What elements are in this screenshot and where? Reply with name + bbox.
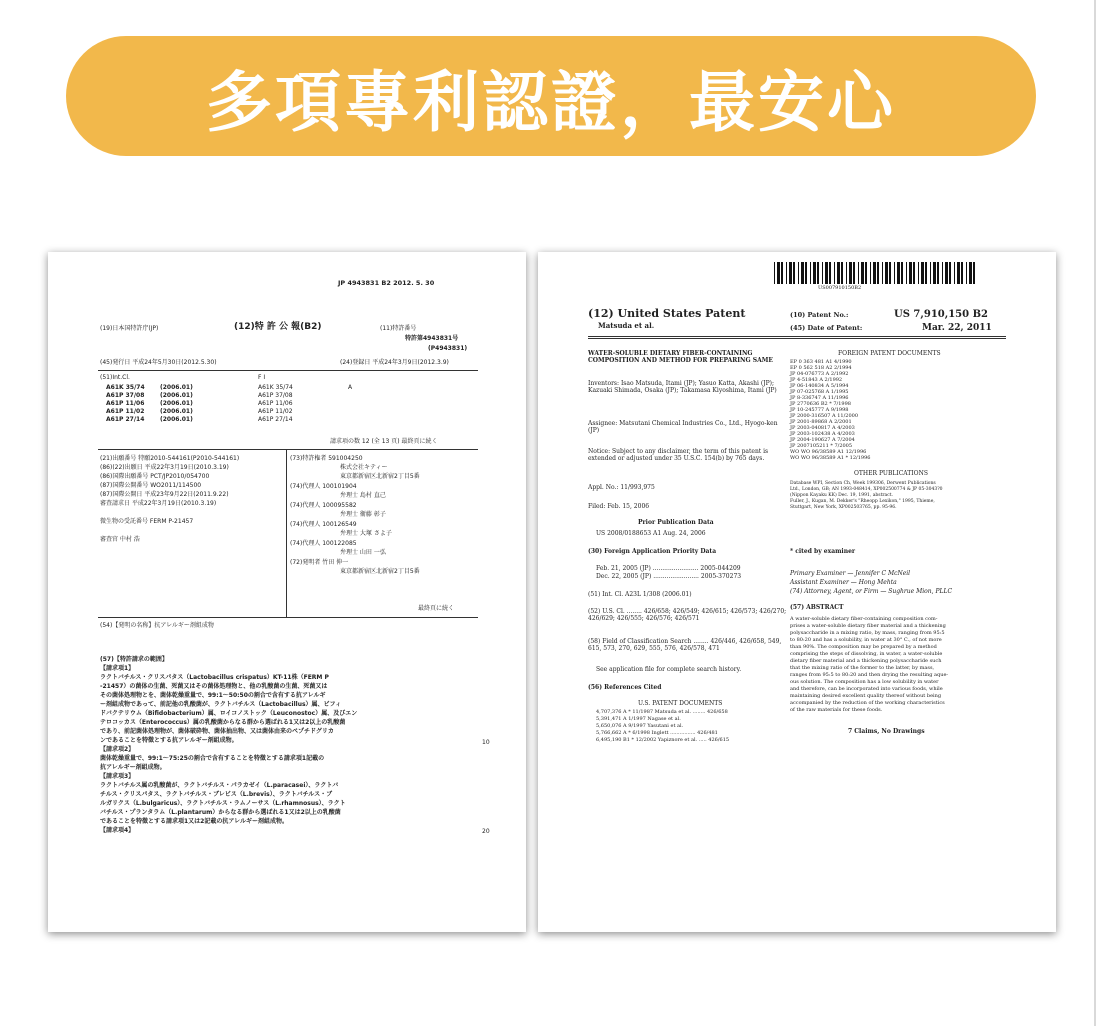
jp-margin-20: 20 xyxy=(482,828,490,835)
us-foreign-doc: WO WO 96/38589 A1 * 12/1996 xyxy=(790,455,871,461)
jp-continued: 最終頁に続く xyxy=(418,605,455,612)
us-barcode-text: US007910150B2 xyxy=(818,285,862,291)
barcode-bar xyxy=(861,262,864,284)
us-other-pub: Fuller, J., Kugan, M. Dekker's "Rheopp Lexikon," 1995, Thieme, xyxy=(790,499,935,504)
us-foreign-doc: JP 07-025768 A 1/1995 xyxy=(790,389,849,395)
us-rule-2 xyxy=(588,338,1006,339)
barcode-bar xyxy=(942,262,943,284)
us-prior-pub: US 2008/0188653 A1 Aug. 24, 2006 xyxy=(596,530,706,537)
jp-issue-date: (45)発行日 平成24年5月30日(2012.5.30) xyxy=(100,359,217,366)
barcode-bar xyxy=(918,262,919,284)
us-field: Inventors: Isao Matsuda, Itami (JP); Yasuo Katta, Akashi (JP); Kazuaki Shimada, Osaka (JP); Takamasa Kiyoshima, Itami (JP) xyxy=(588,380,777,394)
jp-right-field: 株式会社キティー xyxy=(340,464,388,471)
jp-ipc-ver: (2006.01) xyxy=(160,416,193,423)
barcode-bar xyxy=(805,262,807,284)
jp-rule-1 xyxy=(98,370,478,371)
barcode-bar xyxy=(810,262,811,284)
jp-claim-line: 抗アレルギー剤組成物。 xyxy=(100,764,166,771)
us-abstract-line: dietary fiber material and a thickening polysaccharide such xyxy=(790,658,942,664)
us-foreign-doc: JP 2003-102438 A 4/2003 xyxy=(790,431,855,437)
jp-claims-count: 請求項の数 12 (全 13 頁) 最終頁に続く xyxy=(330,438,438,445)
us-examiner-line: Primary Examiner — Jennifer C McNeil xyxy=(790,570,911,577)
jp-claim-line: 【請求項4】 xyxy=(100,827,135,834)
us-ref-row: 6,495,190 B1 * 12/2002 Yapiznore et al. ..... 426/615 xyxy=(596,737,730,743)
jp-claim-line: 【請求項2】 xyxy=(100,746,135,753)
us-field: Appl. No.: 11/993,975 xyxy=(588,484,655,491)
us-foreign-docs-heading: FOREIGN PATENT DOCUMENTS xyxy=(838,350,941,357)
jp-office: (19)日本国特許庁(JP) xyxy=(100,325,159,332)
jp-patent-no-label: (11)特許番号 xyxy=(380,325,417,332)
us-foreign-doc: JP 2007105211 * 7/2005 xyxy=(790,443,853,449)
jp-right-field: (73)特許権者 591004250 xyxy=(290,455,363,462)
us-foreign-doc: JP 2001-89868 A 2/2001 xyxy=(790,419,852,425)
us-abstract-line: that the mixing ratio of the former to the latter, by mass, xyxy=(790,665,935,671)
jp-ipc-code: A61P 27/14 xyxy=(106,416,145,423)
jp-ipc-fi: A61P 37/08 xyxy=(258,392,293,399)
barcode-bar xyxy=(945,262,948,284)
jp-claims-heading: (57)【特許請求の範囲】 xyxy=(100,656,168,663)
jp-patent-no: 特許第4943831号 xyxy=(405,335,459,342)
us-ref-row: 5,650,076 A 9/1997 Yasutani et al. xyxy=(596,723,684,729)
jp-claim-line: ドバクテリウム（Bifidobacterium）属、ロイコノストック（Leuconostoc）属、及びエン xyxy=(100,710,358,717)
jp-claim-line: テロコッカス（Enterococcus）属の乳酸菌からなる群から選ばれる1又は2以上の乳酸菌 xyxy=(100,719,346,726)
barcode-bar xyxy=(849,262,852,284)
barcode-bar xyxy=(909,262,912,284)
us-foreign-doc: JP 10-245777 A 9/1998 xyxy=(790,407,849,413)
barcode-bar xyxy=(858,262,859,284)
jp-right-field: (74)代理人 100122085 xyxy=(290,540,357,547)
barcode-bar xyxy=(837,262,840,284)
jp-ipc-fi: A61P 11/02 xyxy=(258,408,293,415)
us-ref-row: 5,766,662 A * 6/1998 Inglett ................ 426/481 xyxy=(596,730,718,736)
jp-claim-line: であることを特徴とする請求項1又は2記載の抗アレルギー剤組成物。 xyxy=(100,818,288,825)
barcode-bar xyxy=(853,262,855,284)
jp-ipc-code: A61P 37/08 xyxy=(106,392,145,399)
barcode-bar xyxy=(933,262,936,284)
us-patent-no: US 7,910,150 B2 xyxy=(894,309,988,320)
barcode-bar xyxy=(841,262,843,284)
barcode-bar xyxy=(781,262,783,284)
jp-claim-line: その菌体処理物とを、菌体乾燥重量で、99:1〜50:50の割合で含有する抗アレルギ xyxy=(100,692,326,699)
jp-doc-kind: (12)特 許 公 報(B2) xyxy=(234,322,322,332)
barcode-bar xyxy=(885,262,888,284)
us-other-pub: (Nippon Kayaku KK) Dec. 19, 1991, abstract. xyxy=(790,493,893,498)
jp-ipc-ver: (2006.01) xyxy=(160,392,193,399)
jp-ipc-code: A61P 11/06 xyxy=(106,400,145,407)
barcode-bar xyxy=(786,262,787,284)
us-other-pubs-heading: OTHER PUBLICATIONS xyxy=(854,470,928,477)
us-patent-no-label: (10) Patent No.: xyxy=(790,311,849,319)
jp-left-field: (87)国際公開日 平成23年9月22日(2011.9.22) xyxy=(100,491,229,498)
right-edge-divider xyxy=(1094,0,1096,1026)
barcode-bar xyxy=(834,262,835,284)
jp-claim-line: ラクトバチルス・クリスパタス（Lactobacillus crispatus）KT-11株（FERM P xyxy=(100,674,329,681)
jp-left-field: (86)国際出願番号 PCT/JP2010/054700 xyxy=(100,473,210,480)
us-prior-pub-heading: Prior Publication Data xyxy=(638,519,714,526)
us-foreign-row: Dec. 22, 2005 (JP) ........................ 2005-370273 xyxy=(596,573,742,580)
title-banner xyxy=(66,36,1036,156)
us-examiner-line: (74) Attorney, Agent, or Firm — Sughrue Mion, PLLC xyxy=(790,588,953,595)
us-field: WATER-SOLUBLE DIETARY FIBER-CONTAINING COMPOSITION AND METHOD FOR PREPARING SAME xyxy=(588,350,773,364)
jp-patent-document xyxy=(48,252,526,932)
barcode-bar xyxy=(798,262,799,284)
barcode-bar xyxy=(954,262,955,284)
barcode-bar xyxy=(870,262,871,284)
barcode-bar xyxy=(777,262,780,284)
jp-right-field: 弁理士 衛藤 彰子 xyxy=(340,511,386,518)
us-abstract-line: than 90%. The composition may be prepared by a method xyxy=(790,644,937,650)
us-abstract-line: polysaccharide in a mixing ratio, by mass, ranging from 95:5 xyxy=(790,630,945,636)
jp-ipc-fi: A61P 11/06 xyxy=(258,400,293,407)
jp-claim-line: 【請求項3】 xyxy=(100,773,135,780)
jp-right-field: 東京都新宿区北新宿2丁目5番 xyxy=(340,473,420,480)
jp-claim-line: 菌体乾燥重量で、99:1〜75:25の割合で含有することを特徴とする請求項1記載の xyxy=(100,755,325,762)
us-abstract-line: and therefore, can be incorporated into various foods, while xyxy=(790,686,943,692)
barcode-bar xyxy=(906,262,907,284)
us-foreign-doc: JP 2770636 B2 * 7/1998 xyxy=(790,401,851,407)
jp-rule-2 xyxy=(98,449,478,450)
us-see-app: See application file for complete search history. xyxy=(596,666,742,673)
barcode-bar xyxy=(813,262,816,284)
us-intcl: (51) Int. Cl. A23L 1/308 (2006.01) xyxy=(588,591,692,598)
us-refs-heading: (56) References Cited xyxy=(588,684,662,691)
barcode-bar xyxy=(930,262,931,284)
jp-title: (54)【発明の名称】抗アレルギー剤組成物 xyxy=(100,622,214,629)
jp-header-number: JP 4943831 B2 2012. 5. 30 xyxy=(338,279,435,287)
jp-right-field: 弁理士 島村 直己 xyxy=(340,492,386,499)
barcode-bar xyxy=(937,262,939,284)
us-foreign-doc: JP 2004-190627 A 7/2004 xyxy=(790,437,855,443)
barcode-bar xyxy=(966,262,967,284)
us-cited-by: * cited by examiner xyxy=(790,548,856,555)
barcode-graphic xyxy=(774,262,980,284)
jp-left-field: (86)(22)出願日 平成22年3月19日(2010.3.19) xyxy=(100,464,229,471)
us-abstract-line: prises a water-soluble dietary fiber material and a thickening xyxy=(790,623,946,629)
barcode-bar xyxy=(957,262,960,284)
us-abstract-line: to 80:20 and has a solubility, in water at 30° C., of not more xyxy=(790,637,942,643)
barcode-bar xyxy=(894,262,895,284)
barcode-bar xyxy=(897,262,900,284)
jp-ipc-header: (51)Int.Cl. xyxy=(100,374,130,381)
us-field: Filed: Feb. 15, 2006 xyxy=(588,503,650,510)
us-other-pub: Ltd., London, GB; AN 1993-048414, XP002500774 & JP 05-3043?0 xyxy=(790,487,943,492)
us-field-search: (58) Field of Classification Search ........ 426/446, 426/658, 549, 615, 573, 270, 629, 555, 576, 426/578, 471 xyxy=(588,638,782,652)
barcode-bar xyxy=(913,262,915,284)
jp-right-field: (74)代理人 100095582 xyxy=(290,502,357,509)
us-foreign-row: Feb. 21, 2005 (JP) ........................ 2005-044209 xyxy=(596,565,741,572)
us-inventor-short: Matsuda et al. xyxy=(598,321,655,330)
us-abstract-line: ranges from 95:5 to 80:20 and then drying the resulting aque- xyxy=(790,672,949,678)
barcode-bar xyxy=(969,262,972,284)
us-patent-date: Mar. 22, 2011 xyxy=(922,323,992,333)
us-claims-footer: 7 Claims, No Drawings xyxy=(848,728,925,735)
us-patent-document xyxy=(538,252,1056,932)
us-abstract-line: A water-soluble dietary fiber-containing composition com- xyxy=(790,616,938,622)
us-abstract-line: accompanied by the reduction of the working characteristics xyxy=(790,700,945,706)
barcode-bar xyxy=(789,262,792,284)
us-field: Notice: Subject to any disclaimer, the term of this patent is extended or adjusted under 35 U.S.C. 154(b) by 765 days. xyxy=(588,448,769,462)
us-foreign-doc: EP 0 363 481 A1 4/1990 xyxy=(790,359,852,365)
us-foreign-doc: JP 04-076773 A 2/1992 xyxy=(790,371,849,377)
us-foreign-doc: JP 06-140834 A 5/1994 xyxy=(790,383,849,389)
barcode-bar xyxy=(774,262,775,284)
barcode-bar xyxy=(949,262,951,284)
jp-column-divider xyxy=(286,449,287,617)
jp-ipc-code: A61K 35/74 xyxy=(106,384,145,391)
jp-right-field: 弁理士 山田 一弘 xyxy=(340,549,386,556)
us-header-title: (12) United States Patent xyxy=(588,307,746,320)
jp-right-field: (74)代理人 100101904 xyxy=(290,483,357,490)
us-other-pub: Database WPI, Section Ch, Week 199306, Derwent Publications xyxy=(790,481,936,486)
jp-claim-line: ルガリクス（L.bulgaricus）、ラクトバチルス・ラムノーサス（L.rhamnosus）、ラクト xyxy=(100,800,346,807)
barcode-bar xyxy=(921,262,924,284)
us-date-label: (45) Date of Patent: xyxy=(790,324,863,332)
jp-rule-3 xyxy=(98,617,478,618)
jp-left-field: (21)出願番号 特願2010-544161(P2010-544161) xyxy=(100,455,240,462)
us-field: Assignee: Matsutani Chemical Industries Co., Ltd., Hyogo-ken (JP) xyxy=(588,420,778,434)
jp-right-field: 弁理士 大塚 さよ子 xyxy=(340,530,392,537)
us-abstract-line: of the raw materials for these foods. xyxy=(790,707,883,713)
us-examiner-line: Assistant Examiner — Hong Mehta xyxy=(790,579,897,586)
jp-claim-line: 【請求項1】 xyxy=(100,665,135,672)
us-foreign-doc: JP 8-336747 A 11/1996 xyxy=(790,395,849,401)
us-abstract-line: maintaining desired excellent quality thereof without being xyxy=(790,693,942,699)
barcode-bar xyxy=(889,262,891,284)
us-foreign-doc: WO WO 96/38589 A1 12/1996 xyxy=(790,449,867,455)
jp-right-field: (72)発明者 竹田 伸一 xyxy=(290,559,349,566)
barcode-bar xyxy=(846,262,847,284)
jp-claim-line: ラクトバチルス属の乳酸菌が、ラクトバチルス・パラカゼイ（L.paracasei）、ラクトバ xyxy=(100,782,339,789)
jp-claim-line: ー剤組成物であって、前記他の乳酸菌が、ラクトバチルス（Lactobacillus）属、ビフィ xyxy=(100,701,342,708)
barcode-bar xyxy=(817,262,819,284)
us-foreign-heading: (30) Foreign Application Priority Data xyxy=(588,548,717,555)
jp-ipc-ver: (2006.01) xyxy=(160,408,193,415)
us-ref-row: 5,391,471 A 1/1997 Nagase et al. xyxy=(596,716,681,722)
jp-ipc-fi: A61K 35/74 xyxy=(258,384,293,391)
jp-left-field: (87)国際公開番号 WO2011/114500 xyxy=(100,482,202,489)
barcode-bar xyxy=(882,262,883,284)
barcode-bar xyxy=(973,262,975,284)
jp-fi-header: F I xyxy=(258,374,266,381)
us-rule-1 xyxy=(588,336,1006,337)
jp-ipc-ver: (2006.01) xyxy=(160,400,193,407)
barcode-bar xyxy=(825,262,828,284)
us-foreign-doc: JP 2003-040817 A 4/2003 xyxy=(790,425,855,431)
us-foreign-doc: EP 0 562 518 A2 2/1994 xyxy=(790,365,852,371)
barcode-bar xyxy=(873,262,876,284)
us-abstract-line: ous solution. The composition has a low solubility in water xyxy=(790,679,939,685)
us-foreign-doc: JP 2000-316507 A 11/2000 xyxy=(790,413,859,419)
us-other-pub: Stuttgart, New York, XP002503765, pp. 95-96. xyxy=(790,505,897,510)
jp-claim-line: -21457）の菌体の生菌、死菌又はその菌体処理物と、他の乳酸菌の生菌、死菌又は xyxy=(100,683,328,690)
jp-patent-no-paren: (P4943831) xyxy=(428,345,468,352)
banner-title: 多項專利認證，最安心 xyxy=(206,63,896,141)
jp-ipc-code: A61P 11/02 xyxy=(106,408,145,415)
jp-deposit: 微生物の受託番号 FERM P-21457 xyxy=(100,518,194,525)
barcode-bar xyxy=(877,262,879,284)
us-abstract-heading: (57) ABSTRACT xyxy=(790,604,844,611)
jp-claim-line: であり、前記菌体処理物が、菌体破砕物、菌体抽出物、又は菌体由来のペプチドグリカ xyxy=(100,728,334,735)
barcode-bar xyxy=(822,262,823,284)
us-uscl: (52) U.S. Cl. ........ 426/658; 426/549; 426/615; 426/573; 426/270; 426/629; 426/555; 426/576; 426/571 xyxy=(588,608,787,622)
jp-right-field: (74)代理人 100126549 xyxy=(290,521,357,528)
barcode-bar xyxy=(865,262,867,284)
jp-ipc-ver: (2006.01) xyxy=(160,384,193,391)
us-abstract-line: comprising the steps of dissolving, in water, a water-soluble xyxy=(790,651,943,657)
jp-ipc-fi: A61P 27/14 xyxy=(258,416,293,423)
jp-right-field: 東京都新宿区北新宿2丁目5番 xyxy=(340,568,420,575)
barcode-bar xyxy=(801,262,804,284)
barcode-bar xyxy=(829,262,831,284)
barcode-bar xyxy=(793,262,795,284)
jp-claim-line: チルス・クリスパタス、ラクトバチルス・ブレビス（L.brevis）、ラクトバチルス・ブ xyxy=(100,791,333,798)
jp-claim-line: ンであることを特徴とする抗アレルギー剤組成物。 xyxy=(100,737,238,744)
barcode-bar xyxy=(901,262,903,284)
us-foreign-doc: JP 4-51843 A 2/1992 xyxy=(790,377,843,383)
barcode-bar xyxy=(925,262,927,284)
us-refs-sub: U.S. PATENT DOCUMENTS xyxy=(638,700,723,707)
jp-margin-10: 10 xyxy=(482,739,490,746)
jp-left-field: 審査請求日 平成22年3月19日(2010.3.19) xyxy=(100,500,217,507)
jp-reg-date: (24)登録日 平成24年3月9日(2012.3.9) xyxy=(340,359,449,366)
jp-ipc-mark: A xyxy=(348,384,353,391)
jp-examiner: 審査官 中村 浩 xyxy=(100,536,140,543)
barcode-bar xyxy=(961,262,963,284)
jp-claim-line: バチルス・プランタラム（L.plantarum）からなる群から選ばれる1又は2以上の乳酸菌 xyxy=(100,809,341,816)
us-ref-row: 4,707,376 A * 11/1987 Matsuda et al. ........ 426/658 xyxy=(596,709,728,715)
